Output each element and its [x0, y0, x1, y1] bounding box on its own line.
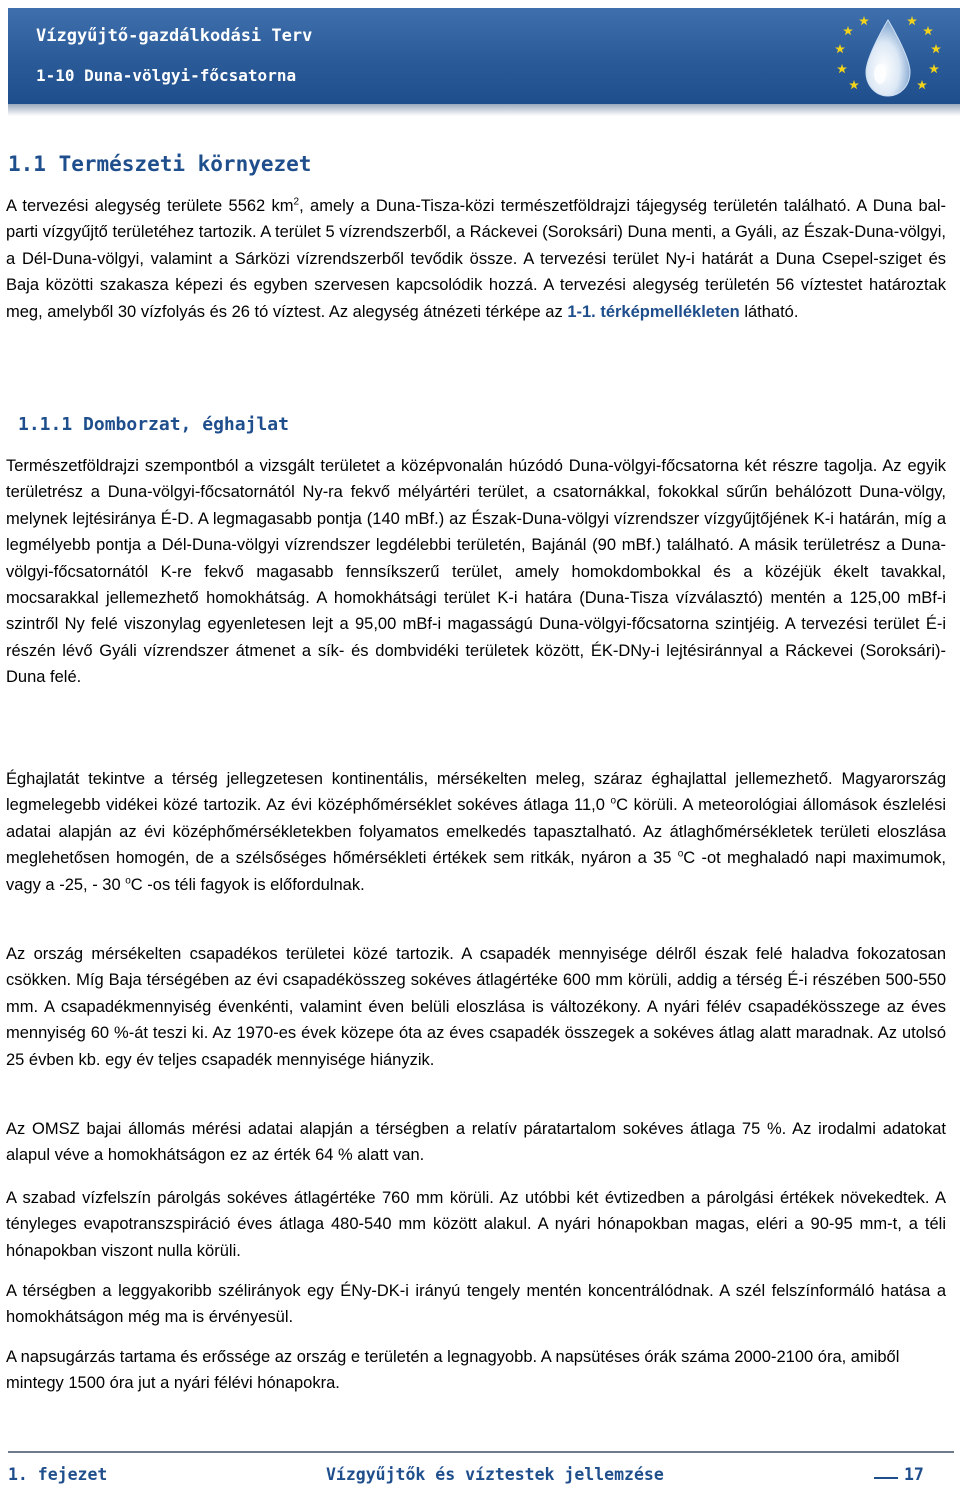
climate-text-1: Éghajlatát tekintve a térség jellegzetesen kontinentális, mérsékelten meleg, száraz éghajlattal jellemezhető. Magyarország legmelegebb vidékei közé tartozik. Az évi középhőmérséklet sokéves átlaga 11,0 [6, 770, 946, 815]
intro-superscript: 2 [293, 196, 300, 208]
climate-text-2: C körüli. A meteorológiai állomások észlelési adatai alapján az évi középhőmérsékletekben folyamatos emelkedés tapasztalható. Az átlaghőmérsékletek területi eloszlása meglehetősen homogén, de a szélsőséges hőmérsékleti értékek sem ritkák, nyáron a 35 [6, 796, 946, 868]
relief-paragraph: Természetföldrajzi szempontból a vizsgált területet a középvonalán húzódó Duna-völgyi-főcsatorna két részre tagolja. Az egyik területrész a Duna-völgyi-főcsatornától Ny-ra fekvő mélyártéri terület, a csatornákkal, fokokkal sűrűn behálózott Duna-völgy, melynek lejtésiránya É-D. A legmagasabb pontja (140 mBf.) az Észak-Duna-völgyi vízrendszer vízgyűjtőjének K-i határán, míg a legmélyebb pontja a Dél-Duna-völgyi vízrendszer legdélebbi területén, Bajánál (90 mBf.) található. A másik területrész a Duna-völgyi-főcsatornától K-re fekvő magasabb fennsíkszerű terület, amely homokdombokkal és a közéjük ékelt tavakkal, mocsarakkal jellemezhető homokhátság. A homokhátsági terület K-i határa (Duna-Tisza vízválasztó) mentén a 125,00 mBf-i szintről Ny felé viszonylag egyenletesen lejt a 95,00 mBf-i magasságú Duna-völgyi-főcsatorna szintjéig. A tervezési terület É-i részén lévő Gyáli vízrendszer átmenet a sík- és dombvidéki területek között, ÉK-DNy-i lejtésiránnyal a Ráckevei (Soroksári)-Duna felé. [6, 457, 946, 687]
climate-text-4: C -os téli fagyok is előfordulnak. [130, 875, 365, 894]
degree-sign: o [125, 875, 131, 887]
page-number: 17 [904, 1465, 924, 1484]
document-subtitle: 1-10 Duna-völgyi-főcsatorna [36, 66, 297, 85]
footer-title: Vízgyűjtők és víztestek jellemzése [326, 1465, 664, 1484]
climate-text-3: C -ot meghaladó napi maximumok, vagy a -25, - 30 [6, 849, 946, 894]
footer-dash [874, 1477, 898, 1479]
footer-chapter: 1. fejezet [8, 1465, 108, 1484]
humidity-paragraph: Az OMSZ bajai állomás mérési adatai alapján a térségben a relatív páratartalom sokéves átlaga 75 %. Az irodalmi adatokat alapul véve a homokhátságon ez az érték 64 % alatt van. [6, 1120, 946, 1165]
sunshine-paragraph: A napsugárzás tartama és erőssége az ország e területén a legnagyobb. A napsütéses órák száma 2000-2100 óra, amiből mintegy 1500 óra jut a nyári félévi hónapokra. [6, 1348, 900, 1393]
footer-rule [8, 1451, 954, 1453]
document-title: Vízgyűjtő-gazdálkodási Terv [36, 26, 313, 46]
degree-sign: o [610, 795, 617, 807]
intro-text-3: látható. [739, 302, 799, 321]
header-shadow [8, 104, 960, 116]
map-appendix-link[interactable]: 1-1. térképmellékleten [567, 302, 740, 321]
degree-sign: o [677, 848, 684, 860]
eu-stars-water-drop-logo-icon [828, 12, 948, 104]
section-heading: 1.1 Természeti környezet [8, 152, 312, 176]
intro-text-1: A tervezési alegység területe 5562 km [6, 197, 294, 215]
precipitation-paragraph: Az ország mérsékelten csapadékos területei közé tartozik. A csapadék mennyisége délről észak felé haladva fokozatosan csökken. Míg Baja térségében az évi csapadékösszeg sokéves átlagértéke 600 mm körüli, addig a térség É-i részében 500-550 mm. A csapadékmennyiség évenkénti, valamint éven belüli eloszlása is változékony. A nyári félév csapadékösszege az éves mennyiség 60 %-át teszi ki. Az 1970-es évek közepe óta az éves csapadék összegek a sokéves átlag alatt maradnak. Az utolsó 25 évben kb. egy év teljes csapadék mennyisége hiányzik. [6, 945, 946, 1069]
evaporation-paragraph: A szabad vízfelszín párolgás sokéves átlagértéke 760 mm körüli. Az utóbbi két évtizedben a párolgási értékek növekedtek. A tényleges evapotranszspiráció éves átlaga 480-540 mm között alakul. A nyári hónapokban magas, eléri a 90-95 mm-t, a téli hónapokban viszont nulla körüli. [6, 1189, 946, 1260]
subsection-heading: 1.1.1 Domborzat, éghajlat [18, 414, 289, 435]
intro-text-2: , amely a Duna-Tisza-közi természetföldrajzi tájegység területén található. A Duna bal-parti vízgyűjtő területéhez tartozik. A terület 5 vízrendszerből, a Ráckevei (Soroksári) Duna menti, a Gyáli, az Észak-Duna-völgyi, a Dél-Duna-völgyi, valamint a Sárközi vízrendszerből tevődik össze. A tervezési terület Ny-i határát a Duna Csepel-sziget és Baja közötti szakasza képezi és egyben szervesen kapcsolódik hozzá. A tervezési alegység területén 56 víztestet határoztak meg, amelyből 30 vízfolyás és 26 tó víztest. Az alegység átnézeti térképe az [6, 197, 946, 321]
header-banner [8, 8, 960, 104]
climate-paragraph [6, 766, 946, 898]
intro-paragraph [6, 193, 946, 325]
wind-paragraph: A térségben a leggyakoribb szélirányok egy ÉNy-DK-i irányú tengely mentén koncentrálódnak. A szél felszínformáló hatása a homokhátságon még ma is érvényesül. [6, 1282, 946, 1327]
